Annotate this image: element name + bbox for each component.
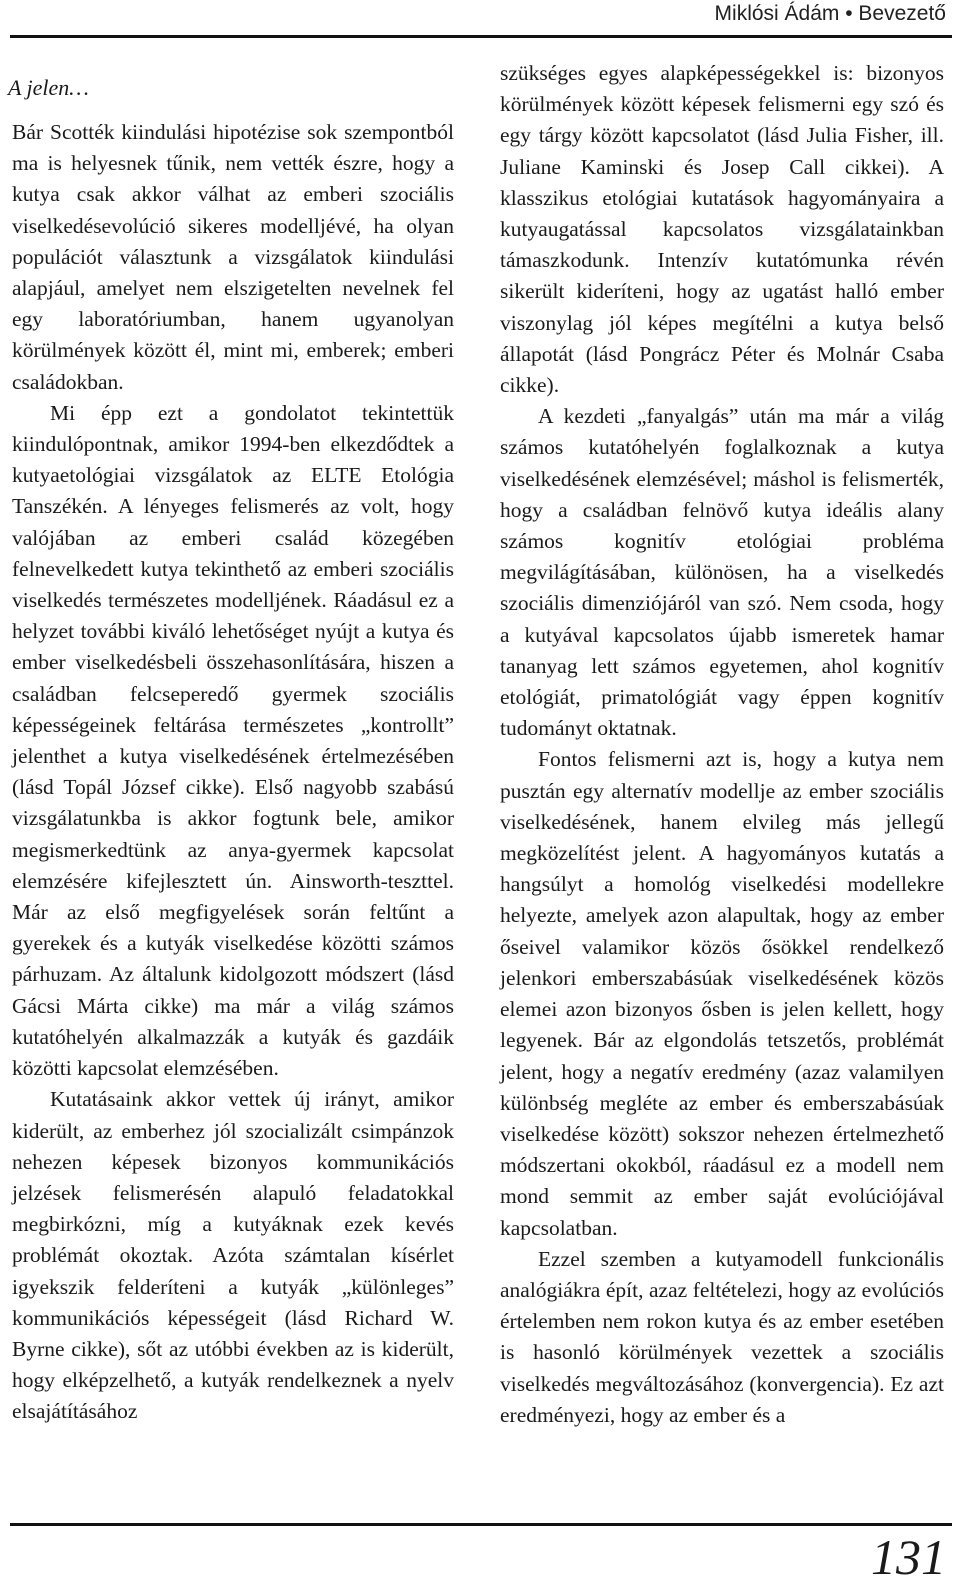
left-paragraph-1: Bár Scotték kiindulási hipotézise sok szempontból ma is helyesnek tűnik, nem vették észre, hogy a kutya csak akkor válhat az emberi szociális viselkedésevolúció sikeres modelljévé, ha olyan populációt választunk a vizsgálatok kiindulási alapjául, amelyet nem elszigetelten nevelnek fel egy laboratóriumban, hanem ugyanolyan körülmények között él, mint mi, emberek; emberi családokban. xyxy=(12,120,454,394)
page-number: 131 xyxy=(871,1529,946,1585)
right-paragraph-3: Fontos felismerni azt is, hogy a kutya nem pusztán egy alternatív modellje az ember szociális viselkedésének, hanem elvileg más jellegű megközelítést jelent. A hagyományos kutatás a hangsúlyt a homológ viselkedési modellekre helyezte, amelyek azon alapultak, hogy az ember őseivel valamikor közös ősökkel rendelkező jelenkori emberszabásúak viselkedésének közös elemei azon bizonyos ősben is jelen kellett, hogy legyenek. Bár az elgondolás tetszetős, problémát jelent, hogy a negatív eredmény (azaz valamilyen különbség megléte az ember és emberszabásúak viselkedése között) sokszor nehezen értelmezhető módszertani okokból, ráadásul ez a modell nem mond semmit az ember saját evolúciójával kapcsolatban. xyxy=(500,747,944,1240)
left-column xyxy=(12,117,454,1428)
left-paragraph-2: Mi épp ezt a gondolatot tekintettük kiindulópontnak, amikor 1994-ben elkezdődtek a kutyaetológiai vizsgálatok az ELTE Etológia Tanszékén. A lényeges felismerés az volt, hogy valójában az emberi család közegében felnevelkedett kutya tekinthető az emberi szociális viselkedés természetes modelljének. Ráadásul ez a helyzet további kiváló lehetőséget nyújt a kutya és ember viselkedésbeli összehasonlítására, hiszen a családban felcseperedő gyermek szociális képességeinek feltárása természetes „kontrollt” jelenthet a kutya viselkedésének értelmezésében (lásd Topál József cikke). Első nagyobb szabású vizsgálatunkba is akkor fogtunk bele, amikor megismerkedtünk az anya-gyermek kapcsolat elemzésére kifejlesztett ún. Ainsworth-teszttel. Már az első megfigyelések során feltűnt a gyerekek és a kutyák viselkedése közötti számos párhuzam. Az általunk kidolgozott módszert (lásd Gácsi Márta cikke) ma már a világ számos kutatóhelyén alkalmazzák a kutyák és gazdáik közötti kapcsolat elemzésében. xyxy=(12,400,454,1081)
right-paragraph-1: szükséges egyes alapképességekkel is: bizonyos körülmények között képesek felismerni egy szó és egy tárgy között kapcsolatot (lásd Julia Fisher, ill. Juliane Kaminski és Josep Call cikkei). A klasszikus etológiai kutatások hagyományaira a kutyaugatással kapcsolatos vizsgálatainkban támaszkodunk. Intenzív kutatómunka révén sikerült kideríteni, hogy az ugatást halló ember viszonylag jól képes megítélni a kutya belső állapotát (lásd Pongrácz Péter és Molnár Csaba cikke). xyxy=(500,61,944,398)
left-paragraph-3: Kutatásaink akkor vettek új irányt, amikor kiderült, az emberhez jól szocializált csimpánzok nehezen képesek bizonyos kommunikációs jelzések felismerésén alapuló feladatokkal megbirkózni, míg a kutyáknak ezek kevés problémát okoztak. Azóta számtalan kísérlet igyekszik felderíteni a kutyák „különleges” kommunikációs képességeit (lásd Richard W. Byrne cikke), sőt az utóbbi években az is kiderült, hogy elképzelhető, a kutyák rendelkeznek a nyelv elsajátításához xyxy=(12,1087,454,1424)
header-rule xyxy=(10,35,952,38)
section-heading: A jelen… xyxy=(8,75,89,100)
right-column xyxy=(500,58,944,1431)
footer-rule xyxy=(10,1523,952,1526)
running-header: Miklósi Ádám • Bevezető xyxy=(714,2,946,25)
right-paragraph-2: A kezdeti „fanyalgás” után ma már a világ számos kutatóhelyén foglalkoznak a kutya viselkedésének elemzésével; máshol is felismerték, hogy a családban felnövő kutya ideális alany számos kognitív etológiai probléma megvilágításában, különösen, ha a viselkedés szociális dimenziójáról van szó. Nem csoda, hogy a kutyával kapcsolatos újabb ismeretek hamar tananyag lett számos egyetemen, ahol kognitív etológiát, primatológiát vagy éppen kognitív tudományt oktatnak. xyxy=(500,404,944,741)
right-paragraph-4: Ezzel szemben a kutyamodell funkcionális analógiákra épít, azaz feltételezi, hogy az evolúciós értelemben nem rokon kutya és az ember esetében is hasonló körülmények vezettek a szociális viselkedés megváltozásához (konvergencia). Ez azt eredményezi, hogy az ember és a xyxy=(500,1246,944,1427)
